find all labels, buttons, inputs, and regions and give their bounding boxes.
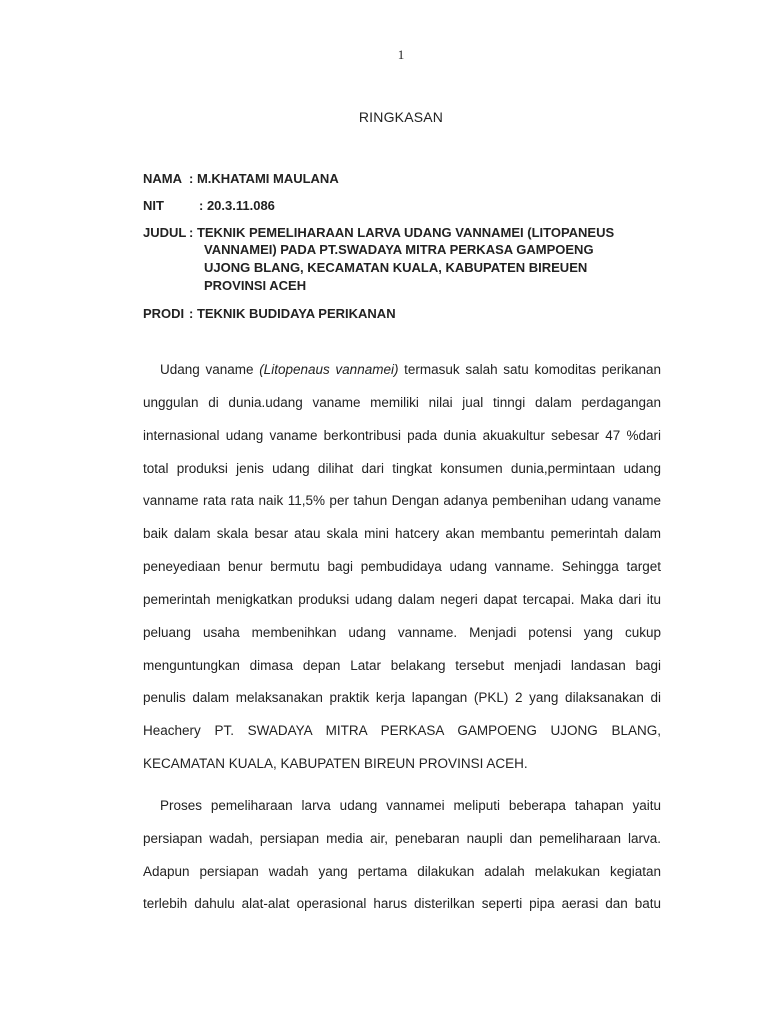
paragraph-2-line: Adapun persiapan wadah yang pertama dilakukan adalah melakukan kegiatan [143, 864, 661, 879]
meta-nama [143, 170, 339, 187]
paragraph-1-line: total produksi jenis udang dilihat dari tingkat konsumen dunia,permintaan udang [143, 461, 661, 476]
meta-judul-label: JUDUL [143, 225, 187, 240]
paragraph-1-line: peluang usaha membenihkan udang vanname. Menjadi potensi yang cukup [143, 625, 661, 640]
meta-nit-value: : 20.3.11.086 [199, 198, 275, 213]
paragraph-1-line: penulis dalam melaksanakan praktik kerja lapangan (PKL) 2 yang dilaksanakan di [143, 690, 661, 705]
paragraph-1-line: unggulan di dunia.udang vaname memiliki nilai jual tinngi dalam perdagangan [143, 395, 661, 410]
paragraph-1-line: menguntungkan dimasa depan Latar belakang tersebut menjadi landasan bagi [143, 658, 661, 673]
paragraph-2-line: Proses pemeliharaan larva udang vannamei meliputi beberapa tahapan yaitu [160, 798, 661, 813]
meta-judul-first-line: : TEKNIK PEMELIHARAAN LARVA UDANG VANNAMEI (LITOPANEUS [189, 225, 615, 240]
paragraph-2-line: terlebih dahulu alat-alat operasional harus disterilkan seperti pipa aerasi dan batu [143, 896, 661, 911]
meta-judul [143, 224, 614, 241]
meta-nama-label: NAMA [143, 171, 182, 186]
meta-judul-line: UJONG BLANG, KECAMATAN KUALA, KABUPATEN BIREUEN [204, 260, 588, 275]
page-number: 1 [397, 47, 405, 62]
paragraph-2-line: persiapan wadah, persiapan media air, penebaran naupli dan pemeliharaan larva. [143, 831, 661, 846]
paragraph-1-line [160, 361, 661, 379]
paragraph-1-text: termasuk salah satu komoditas perikanan [398, 362, 661, 377]
meta-nit-label: NIT [143, 198, 164, 213]
meta-prodi-label: PRODI [143, 306, 185, 321]
paragraph-1-text: Udang vaname [160, 362, 260, 377]
meta-prodi-value: : TEKNIK BUDIDAYA PERIKANAN [189, 306, 396, 321]
meta-prodi [143, 305, 396, 322]
meta-nit [143, 197, 275, 214]
paragraph-1-line: KECAMATAN KUALA, KABUPATEN BIREUN PROVINSI ACEH. [143, 756, 528, 771]
paragraph-1-line: Heachery PT. SWADAYA MITRA PERKASA GAMPOENG UJONG BLANG, [143, 723, 661, 738]
paragraph-1-line: pemerintah menigkatkan produksi udang dalam negeri dapat tercapai. Maka dari itu [143, 592, 661, 607]
paragraph-1-line: internasional udang vaname berkontribusi pada dunia akuakultur sebesar 47 %dari [143, 428, 661, 443]
document-title: RINGKASAN [358, 109, 444, 125]
meta-nama-value: : M.KHATAMI MAULANA [189, 171, 339, 186]
meta-judul-line: VANNAMEI) PADA PT.SWADAYA MITRA PERKASA GAMPOENG [204, 242, 594, 257]
paragraph-1-line: baik dalam skala besar atau skala mini hatcery akan membantu pemerintah dalam [143, 526, 661, 541]
species-name: (Litopenaus vannamei) [259, 362, 399, 377]
paragraph-1-line: peneyediaan benur bermutu bagi pembudidaya udang vanname. Sehingga target [143, 559, 661, 574]
paragraph-1-line: vanname rata rata naik 11,5% per tahun Dengan adanya pembenihan udang vaname [143, 493, 661, 508]
meta-judul-line: PROVINSI ACEH [204, 278, 307, 293]
